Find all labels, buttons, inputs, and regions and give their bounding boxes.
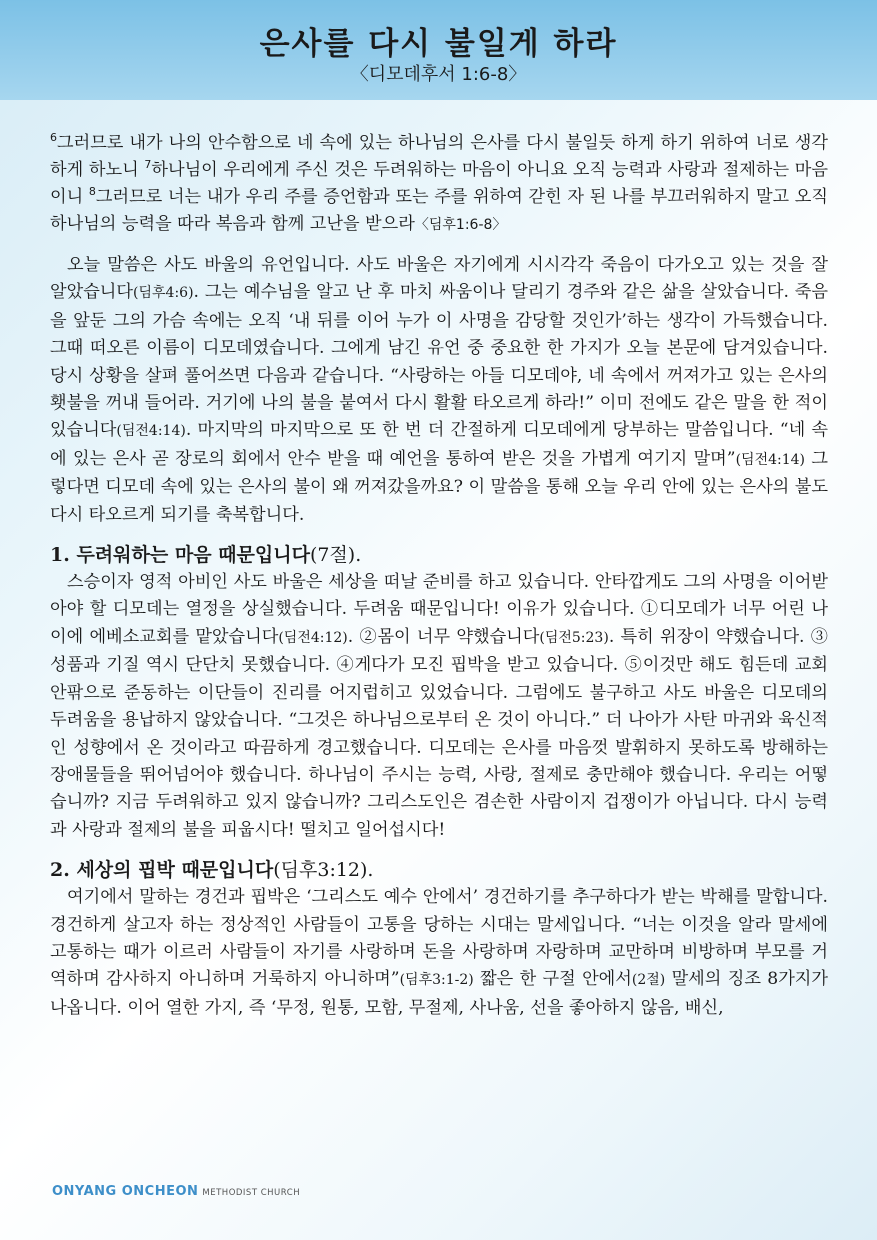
header-banner <box>0 0 877 100</box>
logo-sub-text: METHODIST CHURCH <box>202 1188 301 1198</box>
inline-reference: (딤전4:12) <box>278 629 348 646</box>
verse-number: 7 <box>144 158 152 171</box>
inline-reference: (딤전4:14) <box>116 423 186 440</box>
paragraph-text: 스승이자 영적 아비인 사도 바울은 세상을 떠날 준비를 하고 있습니다. 안타깝게도 그의 사명을 이어받아야 할 디모데는 열정을 상실했습니다. 두려움 때문입니다! 이유가 있습니다. ①디모데가 너무 어린 나이에 에베소교회를 맡았습니다 <box>50 572 828 647</box>
section-1-paragraph <box>50 569 828 844</box>
intro-paragraph <box>50 252 828 529</box>
verse-number: 8 <box>88 185 96 198</box>
section-verse: (7절). <box>309 544 362 567</box>
paragraph-text: . 그는 예수님을 알고 난 후 마치 싸움이나 달리기 경주와 같은 삶을 살았습니다. 죽음을 앞둔 그의 가슴 속에는 오직 ‘내 뒤를 이어 누가 이 사명을 감당할 것인가’하는 생각이 가득했습니다. 그때 떠오른 이름이 디모데였습니다. 그에게 남긴 유언 중 중요한 한 가지가 오늘 본문에 담겨있습니다. 당시 상황을 살펴 풀어쓰면 다음과 같습니다. “사랑하는 아들 디모데야, 네 속에서 꺼져가고 있는 은사의 횃불을 꺼내 들어라. 거기에 나의 불을 붙여서 다시 활활 타오르게 하라!” 이미 전에도 같은 말을 한 적이 있습니다 <box>50 282 828 441</box>
paragraph-text: 말세의 징조 8가지가 나옵니다. 이어 열한 가지, 즉 ‘무정, 원통, 모함, 무절제, 사나움, 선을 좋아하지 않음, 배신, <box>50 969 829 1018</box>
inline-reference: (2절) <box>631 972 666 989</box>
document-body <box>50 130 828 1022</box>
inline-reference: (딤전5:23) <box>539 629 609 646</box>
church-logo <box>52 1180 300 1200</box>
inline-reference: (딤후3:1-2) <box>399 972 474 989</box>
paragraph-text: . ②몸이 너무 약했습니다 <box>347 626 540 647</box>
section-1-heading <box>50 541 828 569</box>
section-title-text: 1. 두려워하는 마음 때문입니다 <box>50 544 310 567</box>
paragraph-text: . 마지막의 마지막으로 또 한 번 더 간절하게 디모데에게 당부하는 말씀입니다. “네 속에 있는 은사 곧 장로의 회에서 안수 받을 때 예언을 통하여 받은 것을 가볍게 여기지 말며” <box>50 420 828 469</box>
section-2-paragraph <box>50 884 828 1022</box>
paragraph-text: 짧은 한 구절 안에서 <box>473 969 632 990</box>
verse-text: 하나님이 우리에게 주신 것은 두려워하는 마음이 아니요 오직 능력과 사랑과 절제하는 마음이니 <box>50 160 828 207</box>
verse-number: 6 <box>50 131 57 144</box>
section-verse: (딤후3:12). <box>273 859 374 882</box>
verse-text: 그러므로 내가 나의 안수함으로 네 속에 있는 하나님의 은사를 다시 불일듯 하게 하기 위하여 너로 생각하게 하노니 <box>50 133 828 180</box>
paragraph-text: 여기에서 말하는 경건과 핍박은 ‘그리스도 예수 안에서’ 경건하기를 추구하다가 받는 박해를 말합니다. 경건하게 살고자 하는 정상적인 사람들이 고통을 당하는 시대는 말세입니다. “너는 이것을 알라 말세에 고통하는 때가 이르러 사람들이 자기를 사랑하며 돈을 사랑하며 자랑하며 교만하며 비방하며 부모를 거역하며 감사하지 아니하며 거룩하지 아니하며” <box>50 887 828 990</box>
logo-main-text: ONYANG ONCHEON <box>52 1184 199 1199</box>
scripture-passage <box>50 130 828 239</box>
paragraph-text: 그렇다면 디모데 속에 있는 은사의 불이 왜 꺼져갔을까요? 이 말씀을 통해 오늘 우리 안에 있는 은사의 불도 다시 타오르게 되기를 축복합니다. <box>50 448 828 525</box>
paragraph-text: 오늘 말씀은 사도 바울의 유언입니다. 사도 바울은 자기에게 시시각각 죽음이 다가오고 있는 것을 잘 알았습니다 <box>50 255 828 303</box>
page-subtitle: 〈디모데후서 1:6-8〉 <box>350 64 527 85</box>
section-2-heading <box>50 856 828 884</box>
inline-reference: (딤후4:6) <box>133 285 194 302</box>
page-title: 은사를 다시 불일게 하라 <box>259 26 618 62</box>
inline-reference: (딤전4:14) <box>735 451 805 468</box>
paragraph-text: . 특히 위장이 약했습니다. ③성품과 기질 역시 단단치 못했습니다. ④게다가 모진 핍박을 받고 있습니다. ⑤이것만 해도 힘든데 교회 안팎으로 준동하는 이단들이 진리를 어지럽히고 있었습니다. 그럼에도 불구하고 사도 바울은 디모데의 두려움을 용납하지 않았습니다. “그것은 하나님으로부터 온 것이 아니다.” 더 나아가 사탄 마귀와 육신적인 성향에서 온 것이라고 따끔하게 경고했습니다. 디모데는 은사를 마음껏 발휘하지 못하도록 방해하는 장애물들을 뛰어넘어야 했습니다. 하나님이 주시는 능력, 사랑, 절제로 충만해야 했습니다. 우리는 어떻습니까? 지금 두려워하고 있지 않습니까? 그리스도인은 겸손한 사람이지 겁쟁이가 아닙니다. 다시 능력과 사랑과 절제의 불을 피웁시다! 떨치고 일어섭시다! <box>50 626 828 840</box>
verse-text: 그러므로 너는 내가 우리 주를 증언함과 또는 주를 위하여 갇힌 자 된 나를 부끄러워하지 말고 오직 하나님의 능력을 따라 복음과 함께 고난을 받으라 <box>50 187 829 234</box>
scripture-reference: 〈딤후1:6-8〉 <box>414 217 507 233</box>
section-title-text: 2. 세상의 핍박 때문입니다 <box>50 859 274 882</box>
